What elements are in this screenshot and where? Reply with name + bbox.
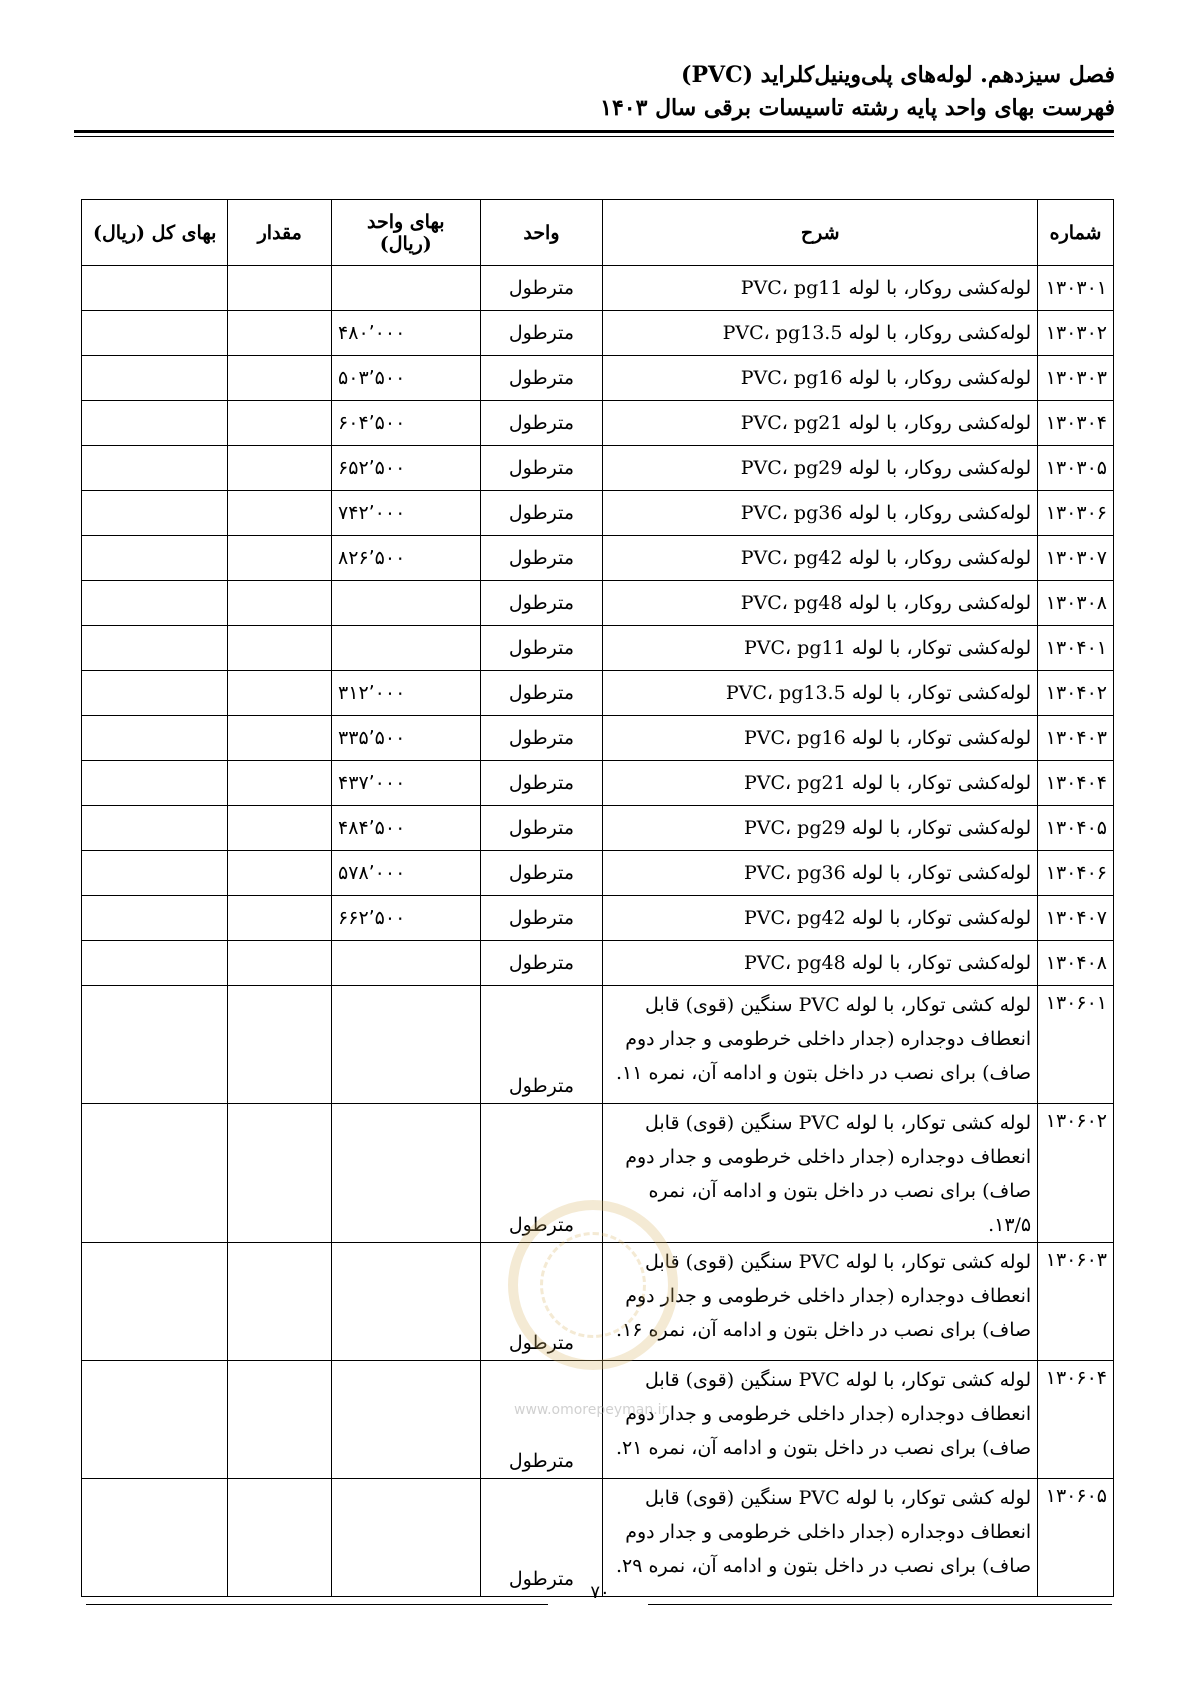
item-unit: مترطول (480, 806, 603, 851)
header-description: شرح (603, 200, 1038, 266)
item-unit: مترطول (480, 581, 603, 626)
item-total-price (82, 671, 228, 716)
item-total-price (82, 491, 228, 536)
item-description: لوله‌کشی روکار، با لوله PVC، pg29 (603, 446, 1038, 491)
item-total-price (82, 851, 228, 896)
item-description: لوله‌کشی توکار، با لوله PVC، pg48 (603, 941, 1038, 986)
item-unit-price (332, 266, 480, 311)
item-unit-price: ۳۱۲٬۰۰۰ (332, 671, 480, 716)
item-code: ۱۳۰۳۰۴ (1038, 401, 1114, 446)
table-row (82, 1479, 1114, 1597)
item-unit-price: ۵۰۳٬۵۰۰ (332, 356, 480, 401)
item-total-price (82, 986, 228, 1104)
item-unit: مترطول (480, 1479, 603, 1597)
item-quantity (228, 1361, 332, 1479)
item-total-price (82, 311, 228, 356)
item-quantity (228, 581, 332, 626)
item-unit: مترطول (480, 356, 603, 401)
item-total-price (82, 266, 228, 311)
item-code: ۱۳۰۴۰۵ (1038, 806, 1114, 851)
table-row (82, 446, 1114, 491)
page-header (600, 58, 1115, 124)
table-row (82, 581, 1114, 626)
item-unit-price: ۶۶۲٬۵۰۰ (332, 896, 480, 941)
item-description: لوله‌کشی توکار، با لوله PVC، pg42 (603, 896, 1038, 941)
item-total-price (82, 896, 228, 941)
table-row (82, 986, 1114, 1104)
item-description: لوله کشی توکار، با لوله PVC سنگین (قوی) قابل انعطاف دوجداره (جدار داخلی خرطومی و جدار دوم صاف) برای نصب در داخل بتون و ادامه آن، نمره ۲۱. (603, 1361, 1038, 1479)
table-row (82, 896, 1114, 941)
item-quantity (228, 401, 332, 446)
item-unit: مترطول (480, 986, 603, 1104)
item-code: ۱۳۰۳۰۱ (1038, 266, 1114, 311)
item-total-price (82, 941, 228, 986)
item-code: ۱۳۰۳۰۲ (1038, 311, 1114, 356)
item-unit: مترطول (480, 941, 603, 986)
item-unit: مترطول (480, 491, 603, 536)
item-quantity (228, 986, 332, 1104)
item-description: لوله‌کشی توکار، با لوله PVC، pg13.5 (603, 671, 1038, 716)
item-code: ۱۳۰۶۰۵ (1038, 1479, 1114, 1597)
header-total-price: بهای کل (ریال) (82, 200, 228, 266)
item-total-price (82, 401, 228, 446)
item-total-price (82, 626, 228, 671)
header-divider-thick (74, 130, 1114, 133)
item-total-price (82, 536, 228, 581)
item-unit-price: ۴۸۰٬۰۰۰ (332, 311, 480, 356)
item-quantity (228, 626, 332, 671)
item-quantity (228, 896, 332, 941)
item-unit: مترطول (480, 851, 603, 896)
table-row (82, 626, 1114, 671)
item-unit-price (332, 1479, 480, 1597)
item-unit: مترطول (480, 446, 603, 491)
table-row (82, 716, 1114, 761)
item-unit-price: ۵۷۸٬۰۰۰ (332, 851, 480, 896)
item-unit: مترطول (480, 1104, 603, 1243)
item-description: لوله‌کشی توکار، با لوله PVC، pg16 (603, 716, 1038, 761)
header-divider-thin (74, 136, 1114, 137)
table-row (82, 851, 1114, 896)
footer-divider-right (648, 1604, 1112, 1605)
item-quantity (228, 851, 332, 896)
item-code: ۱۳۰۳۰۸ (1038, 581, 1114, 626)
item-unit: مترطول (480, 536, 603, 581)
item-code: ۱۳۰۶۰۲ (1038, 1104, 1114, 1243)
footer-divider-left (86, 1604, 548, 1605)
item-description: لوله‌کشی توکار، با لوله PVC، pg29 (603, 806, 1038, 851)
item-unit-price: ۷۴۲٬۰۰۰ (332, 491, 480, 536)
item-description: لوله کشی توکار، با لوله PVC سنگین (قوی) قابل انعطاف دوجداره (جدار داخلی خرطومی و جدار دوم صاف) برای نصب در داخل بتون و ادامه آن، نمره ۲۹. (603, 1479, 1038, 1597)
table-row (82, 941, 1114, 986)
item-quantity (228, 536, 332, 581)
chapter-title: فصل سیزدهم. لوله‌های پلی‌وینیل‌کلراید (PVC) (681, 62, 1115, 88)
item-code: ۱۳۰۴۰۳ (1038, 716, 1114, 761)
item-unit-price (332, 1243, 480, 1361)
item-quantity (228, 806, 332, 851)
item-description: لوله کشی توکار، با لوله PVC سنگین (قوی) قابل انعطاف دوجداره (جدار داخلی خرطومی و جدار دوم صاف) برای نصب در داخل بتون و ادامه آن، نمره ۱۳/۵. (603, 1104, 1038, 1243)
item-code: ۱۳۰۴۰۷ (1038, 896, 1114, 941)
item-description: لوله کشی توکار، با لوله PVC سنگین (قوی) قابل انعطاف دوجداره (جدار داخلی خرطومی و جدار دوم صاف) برای نصب در داخل بتون و ادامه آن، نمره ۱۶. (603, 1243, 1038, 1361)
table-row (82, 671, 1114, 716)
item-unit-price (332, 986, 480, 1104)
item-unit-price: ۶۰۴٬۵۰۰ (332, 401, 480, 446)
item-code: ۱۳۰۳۰۷ (1038, 536, 1114, 581)
item-unit-price (332, 626, 480, 671)
item-unit-price: ۳۳۵٬۵۰۰ (332, 716, 480, 761)
item-description: لوله‌کشی توکار، با لوله PVC، pg11 (603, 626, 1038, 671)
item-unit: مترطول (480, 401, 603, 446)
item-total-price (82, 1104, 228, 1243)
header-unit-price: بهای واحد (ریال) (332, 200, 480, 266)
document-title: فهرست بهای واحد پایه رشته تاسیسات برقی سال ۱۴۰۳ (600, 95, 1115, 121)
item-unit: مترطول (480, 1361, 603, 1479)
item-unit: مترطول (480, 626, 603, 671)
item-quantity (228, 761, 332, 806)
item-code: ۱۳۰۳۰۵ (1038, 446, 1114, 491)
item-total-price (82, 1361, 228, 1479)
item-total-price (82, 806, 228, 851)
item-code: ۱۳۰۴۰۶ (1038, 851, 1114, 896)
item-total-price (82, 1243, 228, 1361)
item-code: ۱۳۰۶۰۳ (1038, 1243, 1114, 1361)
item-quantity (228, 266, 332, 311)
item-description: لوله‌کشی روکار، با لوله PVC، pg42 (603, 536, 1038, 581)
item-description: لوله‌کشی روکار، با لوله PVC، pg13.5 (603, 311, 1038, 356)
page-number: ۷۰ (590, 1582, 610, 1603)
item-unit-price: ۴۳۷٬۰۰۰ (332, 761, 480, 806)
table-row (82, 761, 1114, 806)
item-unit-price (332, 1361, 480, 1479)
item-code: ۱۳۰۳۰۶ (1038, 491, 1114, 536)
item-total-price (82, 581, 228, 626)
item-code: ۱۳۰۴۰۲ (1038, 671, 1114, 716)
item-code: ۱۳۰۶۰۴ (1038, 1361, 1114, 1479)
item-description: لوله‌کشی روکار، با لوله PVC، pg36 (603, 491, 1038, 536)
item-code: ۱۳۰۴۰۱ (1038, 626, 1114, 671)
item-description: لوله‌کشی روکار، با لوله PVC، pg16 (603, 356, 1038, 401)
item-total-price (82, 716, 228, 761)
item-description: لوله‌کشی توکار، با لوله PVC، pg21 (603, 761, 1038, 806)
item-unit-price: ۸۲۶٬۵۰۰ (332, 536, 480, 581)
item-quantity (228, 356, 332, 401)
item-quantity (228, 446, 332, 491)
table-row (82, 311, 1114, 356)
item-total-price (82, 761, 228, 806)
table-header-row (82, 200, 1114, 266)
item-code: ۱۳۰۳۰۳ (1038, 356, 1114, 401)
item-description: لوله‌کشی روکار، با لوله PVC، pg21 (603, 401, 1038, 446)
header-quantity: مقدار (228, 200, 332, 266)
item-code: ۱۳۰۴۰۴ (1038, 761, 1114, 806)
item-unit: مترطول (480, 671, 603, 716)
table-row (82, 356, 1114, 401)
item-quantity (228, 311, 332, 356)
item-quantity (228, 1104, 332, 1243)
item-quantity (228, 1243, 332, 1361)
table-row (82, 806, 1114, 851)
item-quantity (228, 491, 332, 536)
item-total-price (82, 1479, 228, 1597)
table-row (82, 536, 1114, 581)
item-unit: مترطول (480, 1243, 603, 1361)
price-table (81, 199, 1114, 1597)
watermark-url: www.omorepeyman.ir (514, 1402, 668, 1418)
item-description: لوله کشی توکار، با لوله PVC سنگین (قوی) قابل انعطاف دوجداره (جدار داخلی خرطومی و جدار دوم صاف) برای نصب در داخل بتون و ادامه آن، نمره ۱۱. (603, 986, 1038, 1104)
table-row (82, 401, 1114, 446)
table-row (82, 266, 1114, 311)
table-row (82, 1361, 1114, 1479)
item-unit: مترطول (480, 896, 603, 941)
header-code: شماره (1038, 200, 1114, 266)
item-total-price (82, 356, 228, 401)
item-code: ۱۳۰۶۰۱ (1038, 986, 1114, 1104)
item-unit-price (332, 1104, 480, 1243)
item-quantity (228, 671, 332, 716)
item-quantity (228, 1479, 332, 1597)
table-row (82, 491, 1114, 536)
item-quantity (228, 941, 332, 986)
item-code: ۱۳۰۴۰۸ (1038, 941, 1114, 986)
item-unit-price (332, 581, 480, 626)
item-description: لوله‌کشی روکار، با لوله PVC، pg48 (603, 581, 1038, 626)
item-description: لوله‌کشی روکار، با لوله PVC، pg11 (603, 266, 1038, 311)
item-unit: مترطول (480, 266, 603, 311)
item-unit: مترطول (480, 761, 603, 806)
item-unit: مترطول (480, 311, 603, 356)
header-unit: واحد (480, 200, 603, 266)
item-total-price (82, 446, 228, 491)
item-unit-price: ۶۵۲٬۵۰۰ (332, 446, 480, 491)
item-unit: مترطول (480, 716, 603, 761)
item-unit-price: ۴۸۴٬۵۰۰ (332, 806, 480, 851)
item-quantity (228, 716, 332, 761)
watermark-seal (508, 1200, 678, 1370)
item-description: لوله‌کشی توکار، با لوله PVC، pg36 (603, 851, 1038, 896)
item-unit-price (332, 941, 480, 986)
